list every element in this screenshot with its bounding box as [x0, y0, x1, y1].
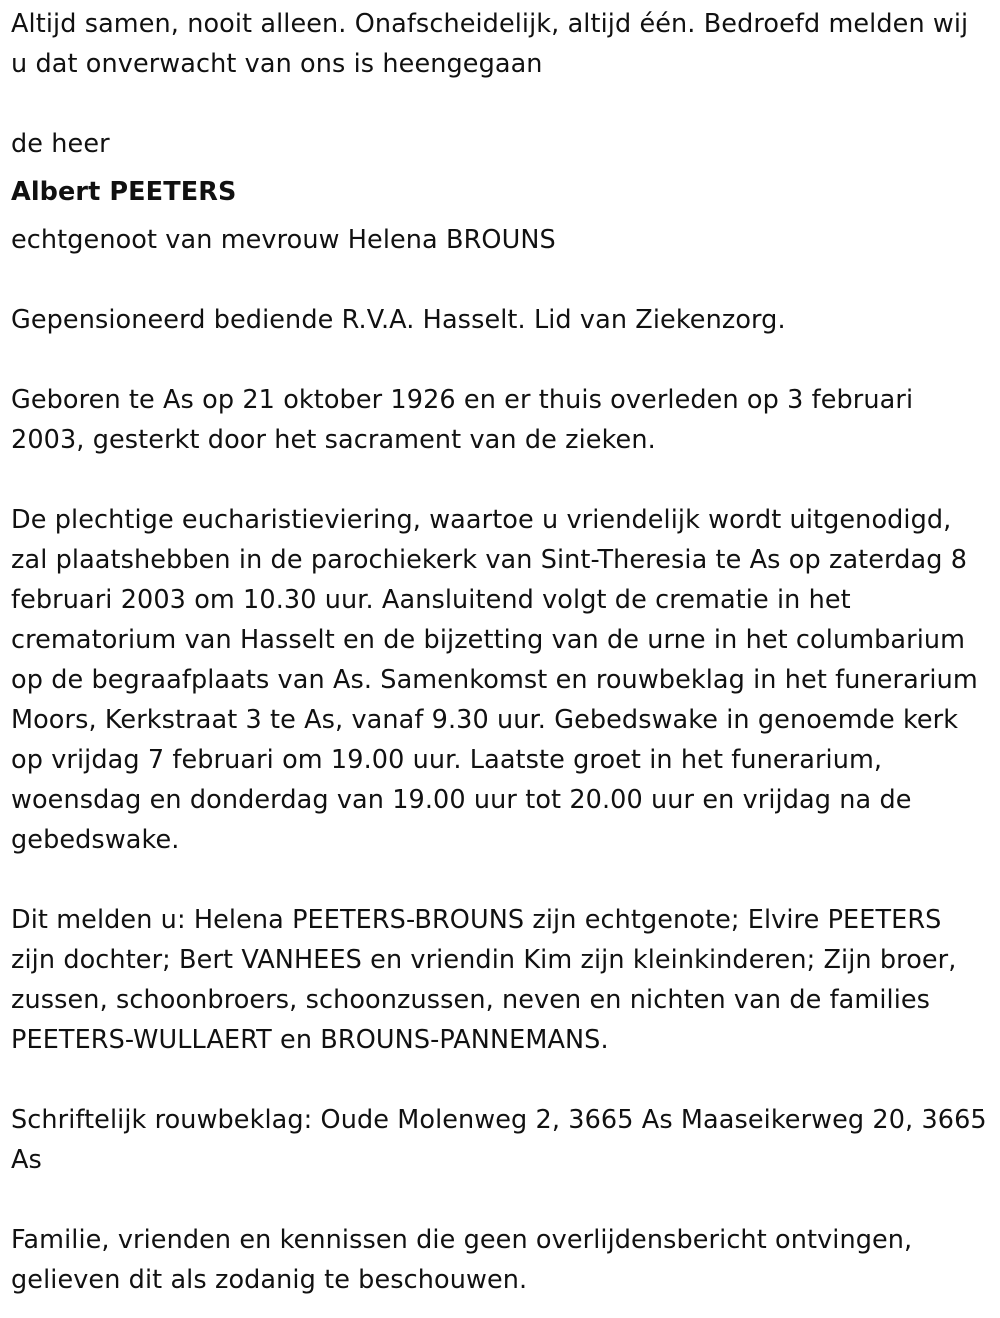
intro-text: Altijd samen, nooit alleen. Onafscheidelijk, altijd één. Bedroefd melden wij u dat onverwacht van ons is heengegaan: [11, 9, 969, 79]
condolence-address: Schriftelijk rouwbeklag: Oude Molenweg 2, 3665 As Maaseikerweg 20, 3665 As: [11, 1105, 987, 1175]
spacer: [11, 164, 991, 172]
spacer: [11, 212, 991, 220]
obituary-notice: [11, 4, 991, 1300]
spacer: [11, 460, 991, 500]
family-text: Dit melden u: Helena PEETERS-BROUNS zijn echtgenote; Elvire PEETERS zijn dochter; Bert VANHEES en vriendin Kim zijn kleinkinderen; Zijn broer, zussen, schoonbroers, schoonzussen, neven en nichten van de families PEETERS-WULLAERT en BROUNS-PANNEMANS.: [11, 905, 957, 1055]
spacer: [11, 1180, 991, 1220]
honorific: de heer: [11, 129, 110, 159]
spouse-text: echtgenoot van mevrouw Helena BROUNS: [11, 225, 556, 255]
spacer: [11, 1060, 991, 1100]
spacer: [11, 860, 991, 900]
closing-text: Familie, vrienden en kennissen die geen overlijdensbericht ontvingen, gelieven dit als zodanig te beschouwen.: [11, 1225, 913, 1295]
spacer: [11, 340, 991, 380]
spacer: [11, 260, 991, 300]
spacer: [11, 84, 991, 124]
deceased-name: Albert PEETERS: [11, 177, 237, 207]
birth-death-text: Geboren te As op 21 oktober 1926 en er thuis overleden op 3 februari 2003, gesterkt door het sacrament van de zieken.: [11, 385, 914, 455]
occupation-text: Gepensioneerd bediende R.V.A. Hasselt. Lid van Ziekenzorg.: [11, 305, 786, 335]
ceremony-text: De plechtige eucharistieviering, waartoe u vriendelijk wordt uitgenodigd, zal plaatshebben in de parochiekerk van Sint-Theresia te As op zaterdag 8 februari 2003 om 10.30 uur. Aansluitend volgt de crematie in het crematorium van Hasselt en de bijzetting van de urne in het columbarium op de begraafplaats van As. Samenkomst en rouwbeklag in het funerarium Moors, Kerkstraat 3 te As, vanaf 9.30 uur. Gebedswake in genoemde kerk op vrijdag 7 februari om 19.00 uur. Laatste groet in het funerarium, woensdag en donderdag van 19.00 uur tot 20.00 uur en vrijdag na de gebedswake.: [11, 505, 978, 855]
